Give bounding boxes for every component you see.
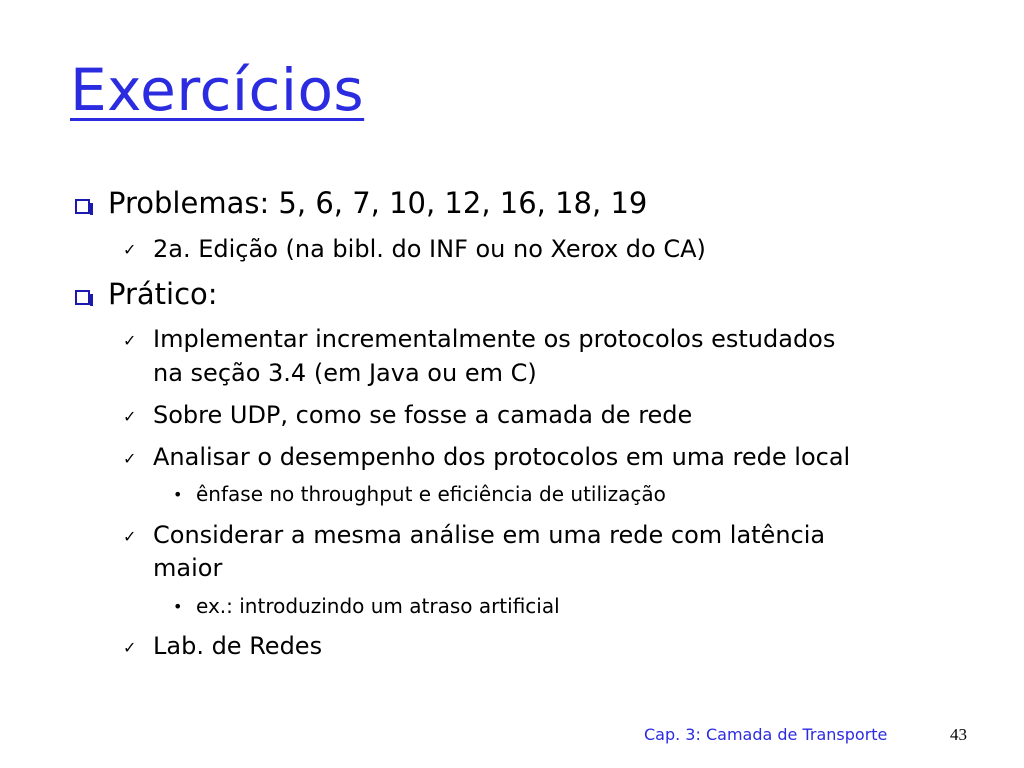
page-number: 43 <box>950 725 967 744</box>
bullet-implementar-line2: na seção 3.4 (em Java ou em C) <box>153 359 537 387</box>
bullet-ex: ex.: introduzindo um atraso artificial <box>196 594 560 618</box>
dot-bullet-icon: • <box>173 597 183 616</box>
bullet-implementar-line1: Implementar incrementalmente os protocolos estudados <box>153 325 836 353</box>
bullet-sobre-udp: Sobre UDP, como se fosse a camada de rede <box>153 401 693 429</box>
square-bullet-icon <box>75 199 90 214</box>
checkmark-icon: ✓ <box>123 527 137 546</box>
footer-chapter: Cap. 3: Camada de Transporte <box>644 725 888 744</box>
slide-title: Exercícios <box>70 56 365 124</box>
checkmark-icon: ✓ <box>123 449 137 468</box>
bullet-enfase: ênfase no throughput e eficiência de utilização <box>196 482 666 506</box>
bullet-considerar-line1: Considerar a mesma análise em uma rede com latência <box>153 521 826 549</box>
dot-bullet-icon: • <box>173 485 183 504</box>
bullet-problemas: Problemas: 5, 6, 7, 10, 12, 16, 18, 19 <box>108 186 648 220</box>
bullet-lab: Lab. de Redes <box>153 632 323 660</box>
square-bullet-icon <box>75 290 90 305</box>
bullet-pratico: Prático: <box>108 277 218 311</box>
checkmark-icon: ✓ <box>123 331 137 350</box>
checkmark-icon: ✓ <box>123 638 137 657</box>
bullet-considerar-line2: maior <box>153 554 223 582</box>
checkmark-icon: ✓ <box>123 407 137 426</box>
bullet-analisar: Analisar o desempenho dos protocolos em uma rede local <box>153 443 851 471</box>
checkmark-icon: ✓ <box>123 240 137 259</box>
bullet-edicao: 2a. Edição (na bibl. do INF ou no Xerox do CA) <box>153 235 706 263</box>
